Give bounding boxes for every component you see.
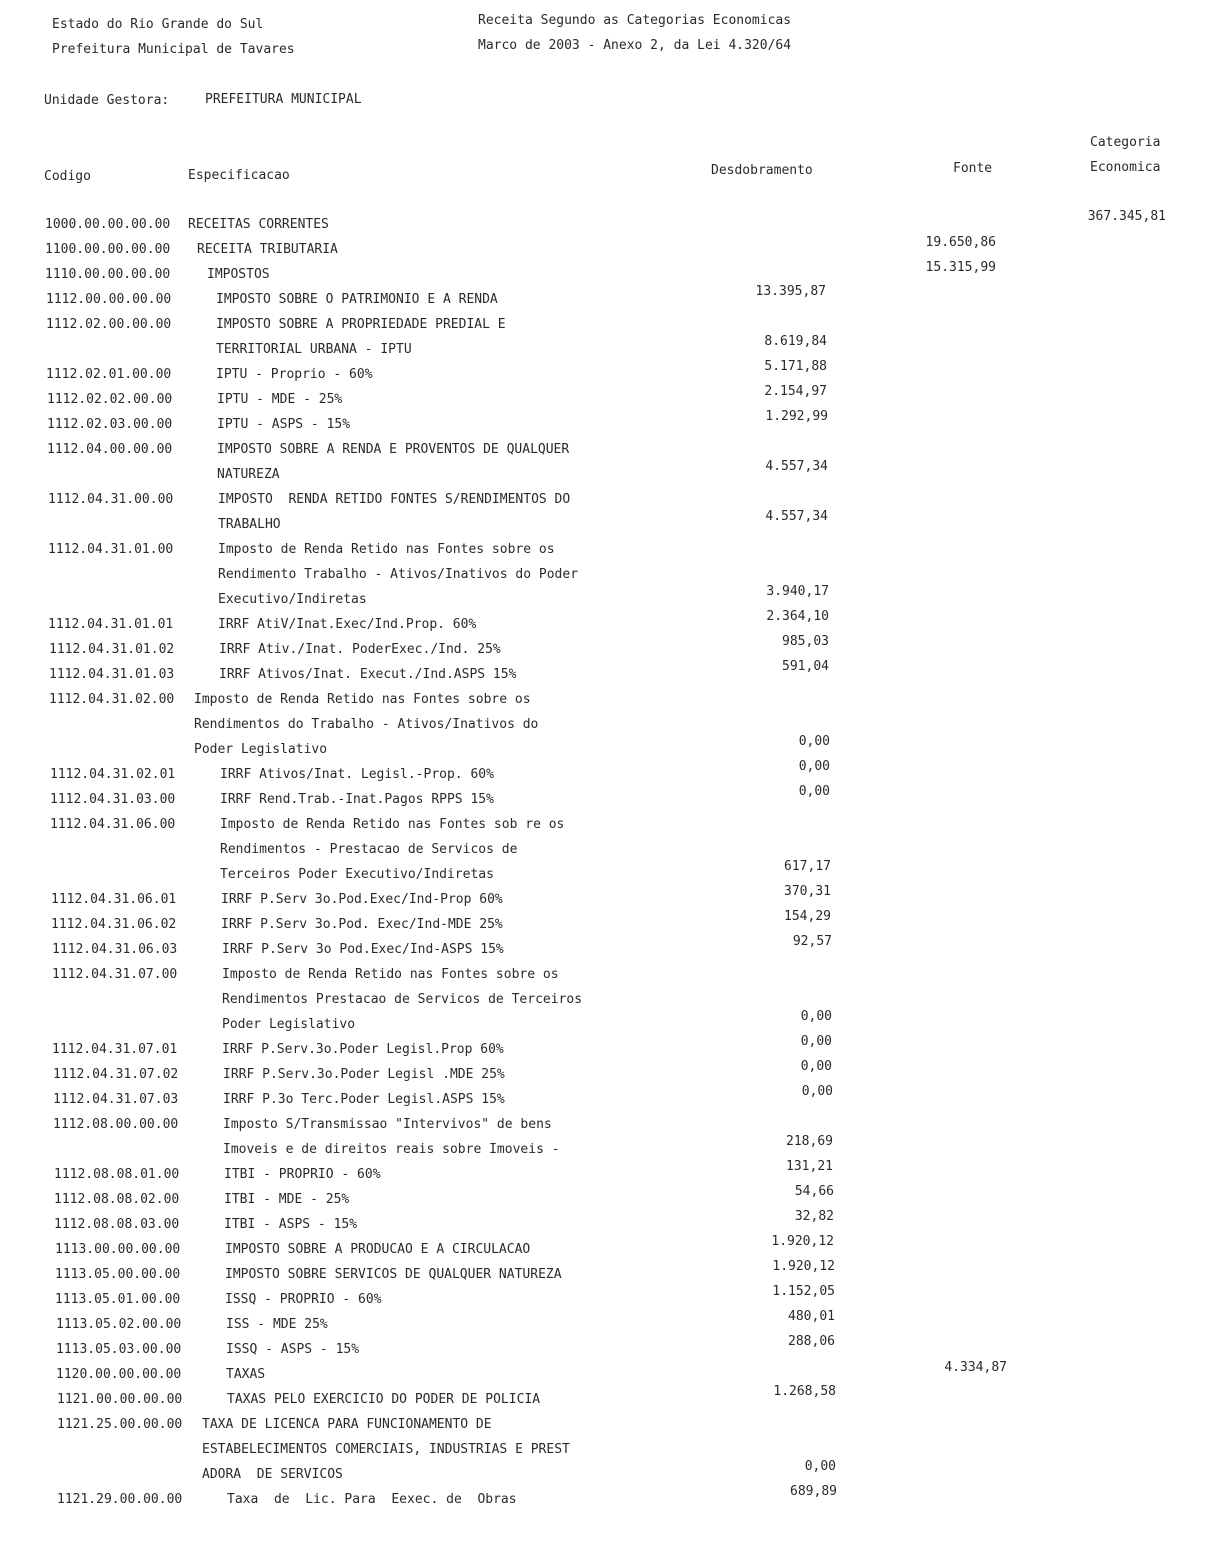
- column-header-categoria-line1: Categoria: [1090, 135, 1161, 150]
- row-desdobramento: 1.152,05: [772, 1284, 835, 1299]
- row-specification: IMPOSTO SOBRE A PROPRIEDADE PREDIAL E: [216, 317, 506, 332]
- row-desdobramento: 1.920,12: [772, 1259, 835, 1274]
- row-code: 1112.08.08.01.00: [54, 1167, 180, 1182]
- row-desdobramento: 1.920,12: [771, 1234, 834, 1249]
- row-desdobramento: 0,00: [798, 759, 830, 774]
- row-desdobramento: 288,06: [788, 1334, 835, 1349]
- row-specification: IPTU - Proprio - 60%: [216, 367, 373, 382]
- row-specification: TAXAS PELO EXERCICIO DO PODER DE POLICIA: [227, 1392, 541, 1407]
- row-specification: IRRF Ativ./Inat. PoderExec./Ind. 25%: [219, 642, 501, 657]
- row-desdobramento: 0,00: [800, 1009, 832, 1024]
- column-header-desdobramento: Desdobramento: [711, 163, 813, 178]
- row-specification: IMPOSTO SOBRE SERVICOS DE QUALQUER NATUREZA: [225, 1267, 562, 1282]
- row-code: 1112.04.31.07.00: [52, 967, 178, 982]
- row-code: 1112.04.31.06.02: [51, 917, 177, 932]
- row-specification: IRRF P.Serv 3o Pod.Exec/Ind-ASPS 15%: [222, 942, 504, 957]
- row-code: 1100.00.00.00.00: [45, 242, 171, 257]
- row-code: 1112.02.00.00.00: [46, 317, 172, 332]
- row-specification: ESTABELECIMENTOS COMERCIAIS, INDUSTRIAS E PREST: [202, 1442, 570, 1457]
- row-specification: IRRF AtiV/Inat.Exec/Ind.Prop. 60%: [218, 617, 477, 632]
- row-code: 1113.00.00.00.00: [55, 1242, 181, 1257]
- row-code: 1112.04.00.00.00: [47, 442, 173, 457]
- row-desdobramento: 0,00: [804, 1459, 836, 1474]
- row-specification: Imposto S/Transmissao "Intervivos" de bens: [223, 1117, 552, 1132]
- row-code: 1121.00.00.00.00: [57, 1392, 183, 1407]
- row-specification: ITBI - MDE - 25%: [224, 1192, 350, 1207]
- row-desdobramento: 4.557,34: [765, 509, 828, 524]
- row-specification: IPTU - MDE - 25%: [217, 392, 343, 407]
- row-specification: TAXA DE LICENCA PARA FUNCIONAMENTO DE: [202, 1417, 492, 1432]
- row-desdobramento: 591,04: [782, 659, 829, 674]
- row-specification: ITBI - ASPS - 15%: [224, 1217, 358, 1232]
- row-specification: Poder Legislativo: [194, 742, 328, 757]
- row-specification: IRRF P.Serv.3o.Poder Legisl.Prop 60%: [222, 1042, 504, 1057]
- row-specification: IMPOSTO SOBRE O PATRIMONIO E A RENDA: [216, 292, 498, 307]
- row-desdobramento: 0,00: [800, 1034, 832, 1049]
- row-fonte: 15.315,99: [925, 260, 996, 275]
- row-specification: Imposto de Renda Retido nas Fontes sobre os: [222, 967, 559, 982]
- row-specification: ITBI - PROPRIO - 60%: [224, 1167, 381, 1182]
- column-header-categoria-line2: Economica: [1090, 160, 1161, 175]
- row-specification: TRABALHO: [218, 517, 281, 532]
- row-desdobramento: 32,82: [794, 1209, 834, 1224]
- row-desdobramento: 154,29: [784, 909, 831, 924]
- row-code: 1112.04.31.01.00: [48, 542, 174, 557]
- row-desdobramento: 0,00: [798, 734, 830, 749]
- row-desdobramento: 13.395,87: [755, 284, 826, 299]
- row-desdobramento: 3.940,17: [766, 584, 829, 599]
- row-code: 1110.00.00.00.00: [45, 267, 171, 282]
- row-desdobramento: 370,31: [784, 884, 831, 899]
- row-code: 1112.04.31.02.01: [50, 767, 176, 782]
- row-code: 1121.29.00.00.00: [57, 1492, 183, 1507]
- row-specification: Imposto de Renda Retido nas Fontes sobre os: [218, 542, 555, 557]
- row-desdobramento: 1.292,99: [765, 409, 828, 424]
- row-desdobramento: 1.268,58: [773, 1384, 836, 1399]
- row-specification: TAXAS: [226, 1367, 266, 1382]
- row-code: 1112.04.31.00.00: [48, 492, 174, 507]
- row-categoria: 367.345,81: [1087, 209, 1166, 224]
- row-code: 1112.04.31.02.00: [49, 692, 175, 707]
- unit-label: Unidade Gestora:: [44, 93, 170, 108]
- row-code: 1112.08.08.02.00: [54, 1192, 180, 1207]
- row-code: 1113.05.03.00.00: [56, 1342, 182, 1357]
- row-desdobramento: 0,00: [798, 784, 830, 799]
- row-specification: Imposto de Renda Retido nas Fontes sobre os: [194, 692, 531, 707]
- row-specification: IMPOSTO SOBRE A RENDA E PROVENTOS DE QUALQUER: [217, 442, 570, 457]
- row-specification: TERRITORIAL URBANA - IPTU: [216, 342, 412, 357]
- row-code: 1112.04.31.06.03: [52, 942, 178, 957]
- row-code: 1112.02.01.00.00: [46, 367, 172, 382]
- row-specification: ISSQ - ASPS - 15%: [226, 1342, 360, 1357]
- row-code: 1112.04.31.01.02: [49, 642, 175, 657]
- row-desdobramento: 617,17: [784, 859, 831, 874]
- row-specification: Taxa de Lic. Para Eexec. de Obras: [227, 1492, 517, 1507]
- row-code: 1112.04.31.06.01: [51, 892, 177, 907]
- row-desdobramento: 2.364,10: [766, 609, 829, 624]
- row-desdobramento: 0,00: [801, 1084, 833, 1099]
- row-desdobramento: 985,03: [782, 634, 829, 649]
- row-desdobramento: 218,69: [786, 1134, 833, 1149]
- row-specification: RECEITA TRIBUTARIA: [197, 242, 338, 257]
- row-code: 1113.05.02.00.00: [56, 1317, 182, 1332]
- row-code: 1112.04.31.01.03: [49, 667, 175, 682]
- row-desdobramento: 689,89: [790, 1484, 837, 1499]
- report-title: Receita Segundo as Categorias Economicas: [478, 13, 792, 28]
- row-code: 1112.08.00.00.00: [53, 1117, 179, 1132]
- unit-value: PREFEITURA MUNICIPAL: [205, 92, 362, 107]
- row-specification: RECEITAS CORRENTES: [188, 217, 329, 232]
- row-code: 1112.02.02.00.00: [47, 392, 173, 407]
- row-fonte: 4.334,87: [944, 1360, 1007, 1375]
- row-specification: IRRF Ativos/Inat. Legisl.-Prop. 60%: [220, 767, 494, 782]
- row-code: 1112.02.03.00.00: [47, 417, 173, 432]
- row-code: 1113.05.00.00.00: [55, 1267, 181, 1282]
- row-specification: Poder Legislativo: [222, 1017, 356, 1032]
- row-desdobramento: 8.619,84: [764, 334, 827, 349]
- row-desdobramento: 92,57: [792, 934, 832, 949]
- row-code: 1112.04.31.07.02: [53, 1067, 179, 1082]
- city-hall-name: Prefeitura Municipal de Tavares: [52, 42, 295, 57]
- row-code: 1120.00.00.00.00: [56, 1367, 182, 1382]
- row-specification: ISS - MDE 25%: [226, 1317, 328, 1332]
- row-specification: IRRF Rend.Trab.-Inat.Pagos RPPS 15%: [220, 792, 494, 807]
- row-specification: Rendimentos do Trabalho - Ativos/Inativos do: [194, 717, 539, 732]
- row-code: 1112.00.00.00.00: [46, 292, 172, 307]
- row-specification: IRRF P.3o Terc.Poder Legisl.ASPS 15%: [223, 1092, 505, 1107]
- row-specification: IMPOSTO RENDA RETIDO FONTES S/RENDIMENTOS DO: [218, 492, 571, 507]
- row-specification: Executivo/Indiretas: [218, 592, 367, 607]
- row-specification: Rendimentos Prestacao de Servicos de Terceiros: [222, 992, 583, 1007]
- row-specification: IMPOSTO SOBRE A PRODUCAO E A CIRCULACAO: [225, 1242, 531, 1257]
- row-specification: Rendimentos - Prestacao de Servicos de: [220, 842, 518, 857]
- row-code: 1112.08.08.03.00: [54, 1217, 180, 1232]
- column-header-codigo: Codigo: [44, 169, 91, 184]
- row-code: 1000.00.00.00.00: [45, 217, 171, 232]
- row-code: 1112.04.31.03.00: [50, 792, 176, 807]
- row-specification: ISSQ - PROPRIO - 60%: [225, 1292, 382, 1307]
- row-code: 1113.05.01.00.00: [55, 1292, 181, 1307]
- row-code: 1112.04.31.07.03: [53, 1092, 179, 1107]
- row-desdobramento: 4.557,34: [765, 459, 828, 474]
- row-desdobramento: 54,66: [794, 1184, 834, 1199]
- column-header-fonte: Fonte: [953, 161, 993, 176]
- row-specification: NATUREZA: [217, 467, 280, 482]
- row-desdobramento: 5.171,88: [764, 359, 827, 374]
- row-specification: IRRF Ativos/Inat. Execut./Ind.ASPS 15%: [219, 667, 517, 682]
- row-desdobramento: 2.154,97: [764, 384, 827, 399]
- row-specification: Terceiros Poder Executivo/Indiretas: [220, 867, 494, 882]
- column-header-especificacao: Especificacao: [188, 168, 290, 183]
- row-specification: IMPOSTOS: [207, 267, 270, 282]
- row-fonte: 19.650,86: [925, 235, 996, 250]
- row-specification: IRRF P.Serv 3o.Pod. Exec/Ind-MDE 25%: [221, 917, 503, 932]
- row-code: 1112.04.31.06.00: [50, 817, 176, 832]
- row-specification: IRRF P.Serv 3o.Pod.Exec/Ind-Prop 60%: [221, 892, 503, 907]
- row-specification: ADORA DE SERVICOS: [202, 1467, 343, 1482]
- report-period: Marco de 2003 - Anexo 2, da Lei 4.320/64: [478, 38, 792, 53]
- row-specification: IPTU - ASPS - 15%: [217, 417, 351, 432]
- row-desdobramento: 131,21: [786, 1159, 833, 1174]
- row-specification: Rendimento Trabalho - Ativos/Inativos do Poder: [218, 567, 579, 582]
- row-code: 1112.04.31.01.01: [48, 617, 174, 632]
- row-code: 1121.25.00.00.00: [57, 1417, 183, 1432]
- row-specification: IRRF P.Serv.3o.Poder Legisl .MDE 25%: [223, 1067, 505, 1082]
- row-code: 1112.04.31.07.01: [52, 1042, 178, 1057]
- row-specification: Imoveis e de direitos reais sobre Imoveis -: [223, 1142, 560, 1157]
- row-desdobramento: 0,00: [800, 1059, 832, 1074]
- state-name: Estado do Rio Grande do Sul: [52, 17, 264, 32]
- row-specification: Imposto de Renda Retido nas Fontes sob re os: [220, 817, 565, 832]
- row-desdobramento: 480,01: [788, 1309, 835, 1324]
